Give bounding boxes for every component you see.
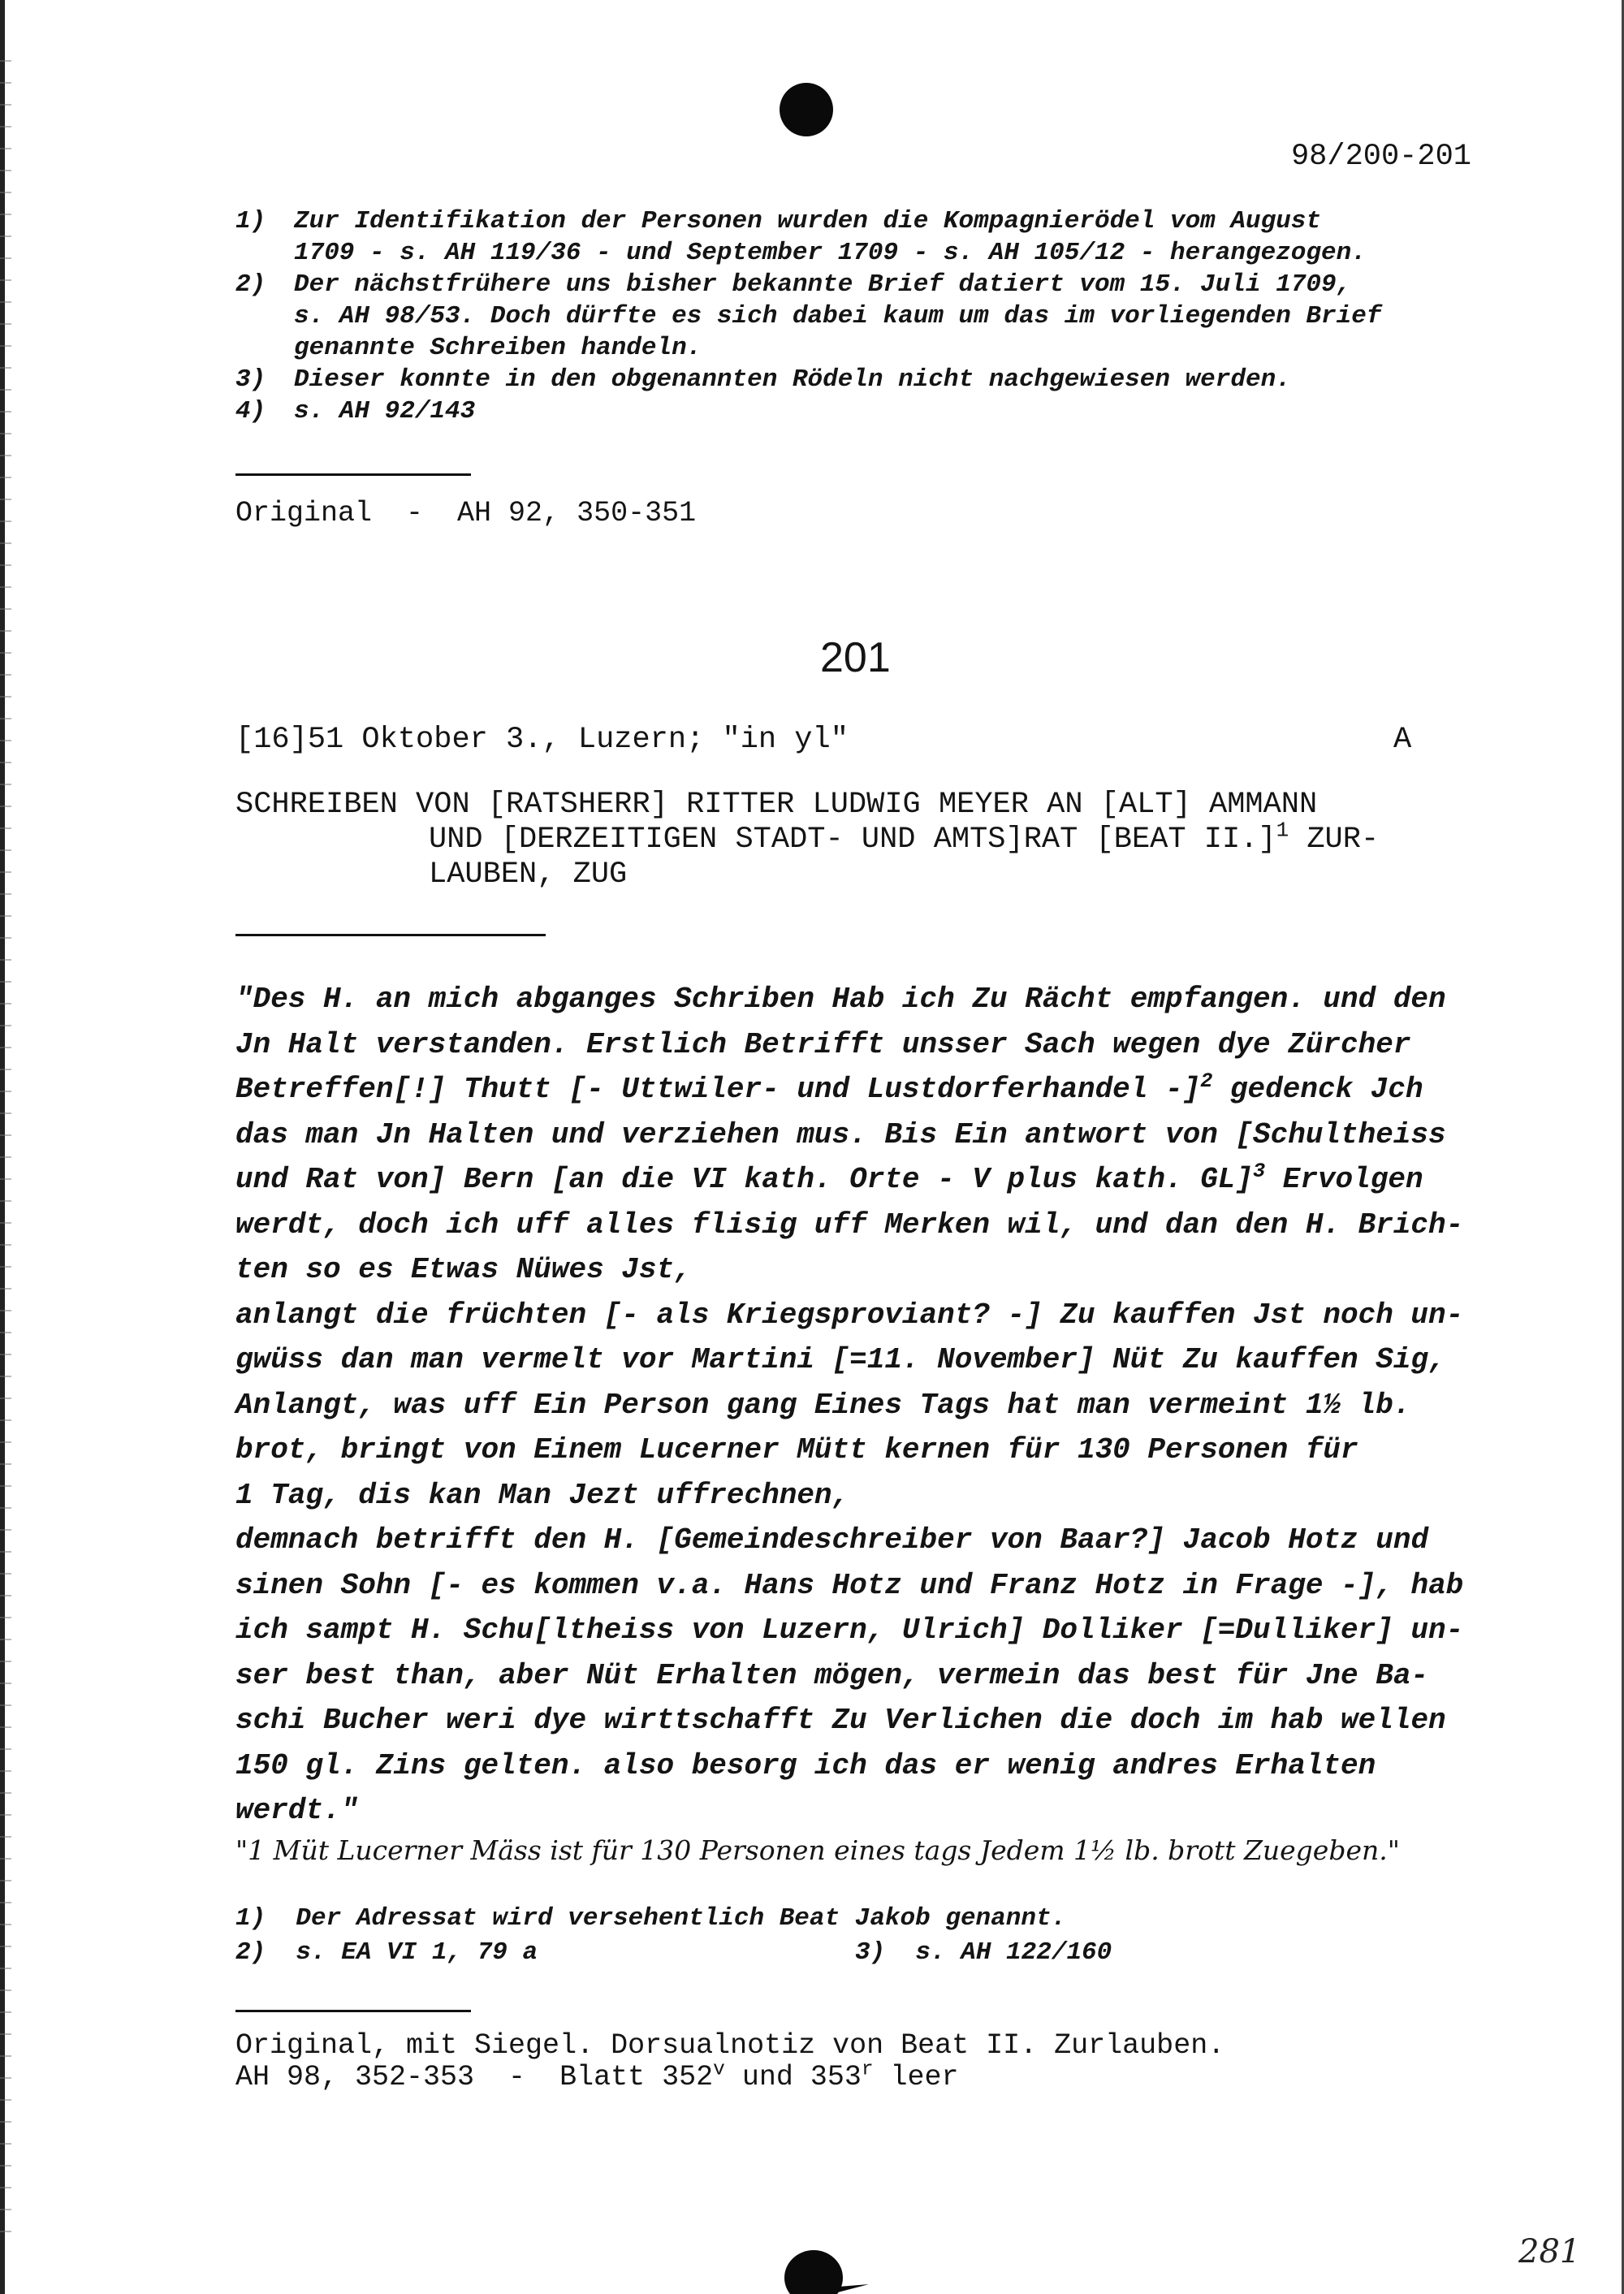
heading-line-1: SCHREIBEN VON [RATSHERR] RITTER LUDWIG MEYER AN [ALT] AMMANN [235,788,1318,822]
footnote-2-cont: genannte Schreiben handeln. [294,334,702,362]
body-line: ser best than, aber Nüt Erhalten mögen, vermein das best für Jne Ba- [235,1658,1429,1692]
person-name: Hotz [831,1568,902,1602]
footnote-1: 1) Zur Identifikation der Personen wurden die Kompagnierödel vom August [235,207,1322,235]
footnote-bottom-1: 1) Der Adressat wird versehentlich Beat Jakob genannt. [235,1904,1067,1933]
person-name: Bucher [323,1704,429,1737]
divider-bottom [235,2010,471,2012]
heading-line-3: LAUBEN, ZUG [429,858,628,892]
body-line: brot, bringt von Einem Lucerner Mütt kernen für 130 Personen für [235,1433,1358,1467]
scan-edge-marks [0,49,11,2241]
body-line: gwüss dan man vermelt vor Martini [=11. November] Nüt Zu kauffen Sig, [235,1343,1446,1376]
body-line: das man Jn Halten und verziehen mus. Bis Ein antwort von [Schultheiss [235,1117,1446,1151]
punch-hole-bottom [780,2237,877,2294]
source-bottom-line-1: Original, mit Siegel. Dorsualnotiz von Beat II. Zurlauben. [235,2029,1225,2062]
page-reference: 98/200-201 [1290,140,1471,174]
person-name: Hotz [1095,1568,1166,1602]
document-number: 201 [820,634,891,681]
footnote-4: 4) s. AH 92/143 [235,397,476,426]
body-line: und Rat von] Bern [an die VI kath. Orte - V plus kath. GL]$^3$ Ervolgen [235,1160,1423,1196]
divider-top [235,473,471,476]
source-bottom-line-2: AH 98, 352-353 - Blatt 352$^v$ und 353$^r$ leer [235,2059,959,2093]
footnote-2-cont: s. AH 98/53. Doch dürfte es sich dabei kaum um das im vorliegenden Brief [294,302,1382,330]
footnote-bottom-2: 2) s. EA VI 1, 79 a [235,1938,538,1967]
dorsal-note: "1 Müt Lucerner Mäss ist für 130 Personen eines tags Jedem 1½ lb. brott Zuegeben." [235,1834,1400,1866]
body-line: anlangt die früchten [- als Kriegsproviant? -] Zu kauffen Jst noch un- [235,1298,1464,1332]
body-line: "Des H. an mich abganges Schriben Hab ich Zu Rächt empfangen. und den [235,983,1446,1016]
letter-heading [235,788,1535,892]
divider-heading [235,934,546,936]
body-line: 150 gl. Zins gelten. also besorg ich das er wenig andres Erhalten [235,1748,1376,1782]
handwritten-page-number: 281 [1518,2233,1581,2270]
body-line: demnach betrifft den H. [Gemeindeschreiber von Baar?] Jacob Hotz und [235,1523,1429,1557]
footnote-1-cont: 1709 - s. AH 119/36 - und September 1709 - s. AH 105/12 - herangezogen. [294,239,1367,267]
source-bottom [235,2030,1224,2093]
body-line: werdt." [235,1794,359,1827]
body-line: Anlangt, was uff Ein Person gang Eines Tags hat man vermeint 1½ lb. [235,1388,1411,1422]
footnote-bottom-3: 3) s. AH 122/160 [855,1938,1112,1967]
person-name: Dulliker [1235,1614,1376,1647]
dateline-marker: A [1393,723,1412,757]
letter-body [235,977,1551,1834]
footnote-3: 3) Dieser konnte in den obgenannten Rödeln nicht nachgewiesen werden. [235,365,1291,394]
footnotes-top [235,205,1502,427]
body-line: ich sampt H. Schu[ltheiss von Luzern, Ulrich] Dolliker [=Dulliker] un- [235,1614,1464,1647]
footnote-2: 2) Der nächstfrühere uns bisher bekannte Brief datiert vom 15. Juli 1709, [235,270,1352,299]
body-line: schi Bucher weri dye wirttschafft Zu Verlichen die doch im hab wellen [235,1704,1446,1737]
body-line: Jn Halt verstanden. Erstlich Betrifft unsser Sach wegen dye Zürcher [235,1027,1411,1061]
body-line: sinen Sohn [- es kommen v.a. Hans Hotz und Franz Hotz in Frage -], hab [235,1568,1464,1602]
body-line: Betreffen[!] Thutt [- Uttwiler- und Lustdorferhandel -]$^2$ gedenck Jch [235,1069,1423,1106]
dateline: [16]51 Oktober 3., Luzern; "in yl" [235,723,849,757]
body-line: werdt, doch ich uff alles flisig uff Merken wil, und dan den H. Brich- [235,1207,1464,1242]
body-line: ten so es Etwas Nüwes Jst, [235,1253,692,1286]
heading-line-2: UND [DERZEITIGEN STADT- UND AMTS]RAT [BEAT II.]$^1$ ZUR- [429,818,1380,857]
person-name: Hotz [1288,1523,1358,1557]
body-line: 1 Tag, dis kan Man Jezt uffrechnen, [235,1478,850,1512]
source-top: Original - AH 92, 350-351 [235,497,697,529]
punch-hole-top [780,83,833,136]
